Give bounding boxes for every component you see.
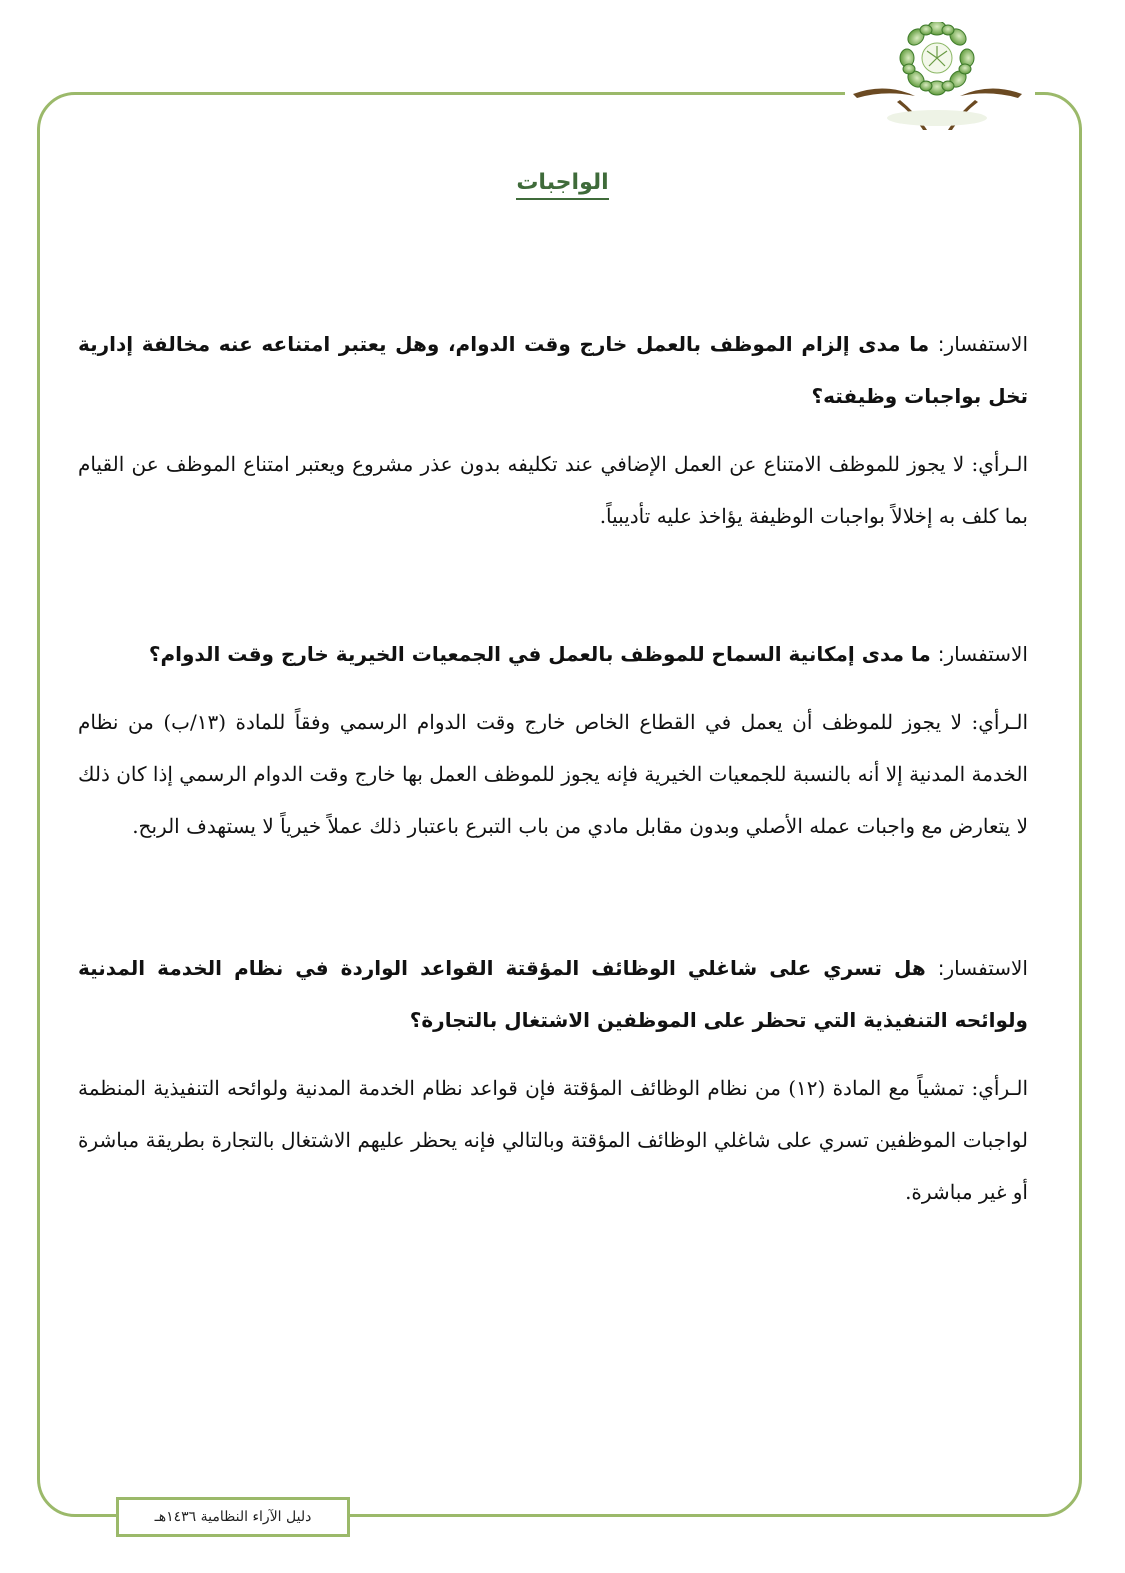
question-text: ما مدى إمكانية السماح للموظف بالعمل في الجمعيات الخيرية خارج وقت الدوام؟ bbox=[148, 642, 931, 666]
question-label: الاستفسار: bbox=[937, 956, 1028, 980]
answer-label: الـرأي: bbox=[971, 710, 1028, 734]
content-area bbox=[78, 318, 1028, 1218]
footer-text: دليل الآراء النظامية ١٤٣٦هـ bbox=[154, 1509, 312, 1525]
answer-text: تمشياً مع المادة (١٢) من نظام الوظائف المؤقتة فإن قواعد نظام الخدمة المدنية ولوائحه التنفيذية المنظمة لواجبات الموظفين تسري على شاغلي الوظائف المؤقتة وبالتالي فإنه يحظر عليهم الاشتغال بالتجارة بطريقة مباشرة أو غير مباشرة. bbox=[78, 1076, 1028, 1204]
question-text: هل تسري على شاغلي الوظائف المؤقتة القواعد الواردة في نظام الخدمة المدنية ولوائحه التنفيذية التي تحظر على الموظفين الاشتغال بالتجارة؟ bbox=[78, 956, 1028, 1032]
qa-block bbox=[78, 942, 1028, 1218]
qa-block bbox=[78, 318, 1028, 542]
answer-label: الـرأي: bbox=[971, 1076, 1028, 1100]
answer-text: لا يجوز للموظف أن يعمل في القطاع الخاص خارج وقت الدوام الرسمي وفقاً للمادة (١٣/ب) من نظام الخدمة المدنية إلا أنه بالنسبة للجمعيات الخيرية فإنه يجوز للموظف العمل بها خارج وقت الدوام الرسمي إذا كان ذلك لا يتعارض مع واجبات عمله الأصلي وبدون مقابل مادي من باب التبرع باعتبار ذلك عملاً خيرياً لا يستهدف الربح. bbox=[78, 710, 1028, 838]
question-label: الاستفسار: bbox=[937, 642, 1028, 666]
answer bbox=[78, 1062, 1028, 1218]
question bbox=[78, 942, 1028, 1046]
palm-emblem-icon bbox=[845, 22, 1030, 137]
answer bbox=[78, 438, 1028, 542]
question-label: الاستفسار: bbox=[937, 332, 1029, 356]
question bbox=[78, 318, 1028, 422]
question-text: ما مدى إلزام الموظف بالعمل خارج وقت الدوام، وهل يعتبر امتناعه عنه مخالفة إدارية تخل بواجبات وظيفته؟ bbox=[78, 332, 1028, 408]
footer-label bbox=[116, 1497, 350, 1537]
page-title-text: الواجبات bbox=[516, 170, 608, 200]
question bbox=[78, 628, 1028, 680]
answer-label: الـرأي: bbox=[971, 452, 1028, 476]
answer bbox=[78, 696, 1028, 852]
qa-block bbox=[78, 628, 1028, 852]
answer-text: لا يجوز للموظف الامتناع عن العمل الإضافي عند تكليفه بدون عذر مشروع ويعتبر امتناع الموظف عن القيام بما كلف به إخلالاً بواجبات الوظيفة يؤاخذ عليه تأديبياً. bbox=[78, 452, 1028, 528]
page-title bbox=[0, 170, 1125, 195]
